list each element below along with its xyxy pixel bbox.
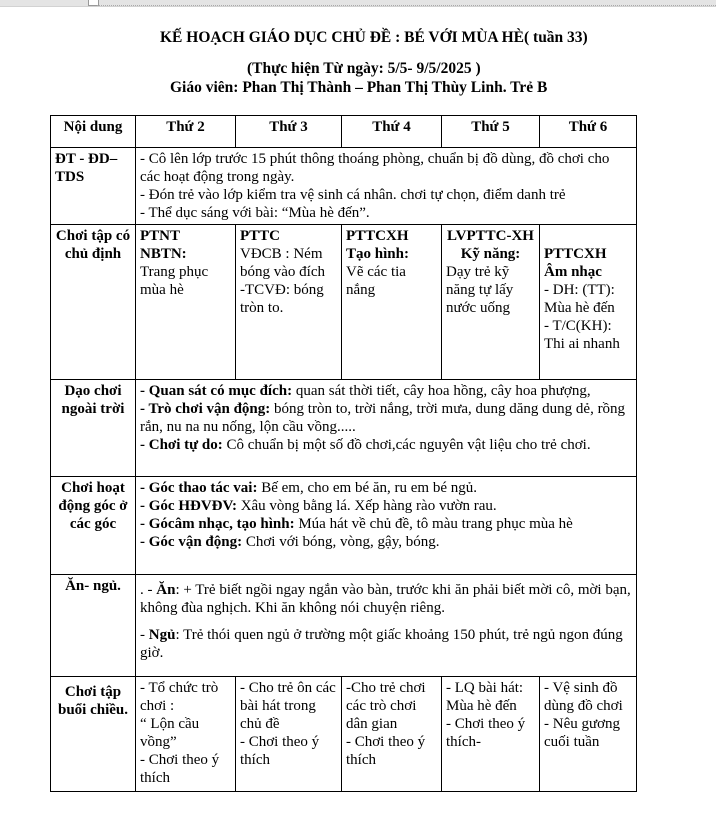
date-range: (Thực hiện Từ ngày: 5/5- 9/5/2025 )	[247, 60, 481, 77]
lesson-wed	[342, 225, 442, 380]
lesson-mon-sub: NBTN:	[140, 246, 187, 262]
reception-line: - Đón trẻ vào lớp kiểm tra vệ sinh cá nhân. chơi tự chọn, điểm danh trẻ	[140, 187, 566, 203]
meal-prefix: . -	[140, 582, 157, 598]
corner-motor-text: Chơi với bóng, vòng, gậy, bóng.	[242, 534, 440, 550]
lesson-fri-area: PTTCXH	[544, 246, 607, 262]
row-reception	[51, 148, 637, 225]
lesson-wed-sub: Tạo hình:	[346, 246, 409, 262]
afternoon-thu: - LQ bài hát: Mùa hè đến - Chơi theo ý thích-	[442, 677, 540, 792]
row-meal-sleep	[51, 575, 637, 677]
meal-label: Ăn	[156, 582, 176, 598]
afternoon-tue: - Cho trẻ ôn các bài hát trong chủ đề - Chơi theo ý thích	[236, 677, 342, 792]
lesson-mon-body: Trang phục mùa hè	[140, 264, 209, 298]
lesson-mon-area: PTNT	[140, 228, 181, 244]
sleep-text: : Trẻ thói quen ngủ ở trường một giấc khoảng 150 phút, trẻ ngủ ngon đúng giờ.	[140, 627, 623, 661]
row-label-afternoon: Chơi tập buổi chiều.	[51, 677, 136, 792]
teacher-line: Giáo viên: Phan Thị Thành – Phan Thị Thùy Linh. Trẻ B	[170, 79, 548, 96]
ruler-bar	[0, 0, 716, 7]
outdoor-free-label: - Chơi tự do:	[140, 437, 223, 453]
col-header-wed: Thứ 4	[342, 116, 442, 148]
corner-art-label: - Gócâm nhạc, tạo hình:	[140, 516, 295, 532]
corner-role-label: - Góc thao tác vai:	[140, 480, 258, 496]
meal-sleep-cell	[136, 575, 637, 677]
corner-build-text: Xâu vòng bằng lá. Xếp hàng rào vườn rau.	[236, 498, 497, 514]
lesson-tue	[236, 225, 342, 380]
corner-role-text: Bế em, cho em bé ăn, ru em bé ngủ.	[257, 480, 477, 496]
row-corners	[51, 477, 637, 575]
lesson-fri-body2: - T/C(KH): Thi ai nhanh	[544, 318, 620, 352]
row-label-outdoor: Dạo chơi ngoài trời	[51, 380, 136, 477]
outdoor-observe-label: - Quan sát có mục đích:	[140, 383, 293, 399]
corners-cell	[136, 477, 637, 575]
lesson-fri-sub: Âm nhạc	[544, 264, 602, 280]
row-label-lessons: Chơi tập có chủ định	[51, 225, 136, 380]
row-lessons	[51, 225, 637, 380]
row-afternoon	[51, 677, 637, 792]
lesson-thu	[442, 225, 540, 380]
reception-line: - Thể dục sáng với bài: “Mùa hè đến”.	[140, 205, 370, 221]
meal-text: : + Trẻ biết ngồi ngay ngắn vào bàn, trước khi ăn phải biết mời cô, mời bạn, không đùa nghịch. Khi ăn không nói chuyện riêng.	[140, 582, 631, 616]
lesson-fri-body: - DH: (TT): Mùa hè đến	[544, 282, 615, 316]
row-label-reception: ĐT - ĐD– TDS	[51, 148, 136, 225]
lesson-thu-sub: Kỹ năng:	[460, 246, 521, 262]
outdoor-games-text: bóng tròn to, trời nắng, trời mưa, dung dăng dung dẻ, rồng rắn, nu na nu nống, lộn cầu vồng.....	[140, 401, 626, 435]
reception-cell	[136, 148, 637, 225]
corner-build-label: - Góc HĐVĐV:	[140, 498, 237, 514]
lesson-tue-body: VĐCB : Ném bóng vào đích	[240, 246, 325, 280]
lesson-mon	[136, 225, 236, 380]
outdoor-cell	[136, 380, 637, 477]
sleep-prefix: -	[140, 627, 149, 643]
outdoor-games-label: - Trò chơi vận động:	[140, 401, 271, 417]
lesson-thu-body: Dạy trẻ kỹ năng tự lấy nước uống	[446, 264, 514, 316]
lesson-fri	[540, 225, 637, 380]
lesson-tue-body2: -TCVĐ: bóng tròn to.	[240, 282, 324, 316]
lesson-tue-area: PTTC	[240, 228, 281, 244]
row-outdoor	[51, 380, 637, 477]
row-label-meal-sleep: Ăn- ngủ.	[51, 575, 136, 677]
lesson-wed-area: PTTCXH	[346, 228, 409, 244]
col-header-fri: Thứ 6	[540, 116, 637, 148]
afternoon-mon: - Tổ chức trò chơi : “ Lộn cầu vồng” - Chơi theo ý thích	[136, 677, 236, 792]
afternoon-fri: - Vệ sinh đồ dùng đồ chơi - Nêu gương cuối tuần	[540, 677, 637, 792]
reception-line: - Cô lên lớp trước 15 phút thông thoáng phòng, chuẩn bị đồ dùng, đồ chơi cho các hoạt động trong ngày.	[140, 151, 610, 185]
col-header-tue: Thứ 3	[236, 116, 342, 148]
outdoor-observe-text: quan sát thời tiết, cây hoa hồng, cây hoa phượng,	[292, 383, 591, 399]
corner-art-text: Múa hát về chủ đề, tô màu trang phục mùa hè	[294, 516, 573, 532]
lesson-wed-body: Vẽ các tia nắng	[346, 264, 406, 298]
col-header-content: Nội dung	[51, 116, 136, 148]
header-row	[51, 116, 637, 148]
afternoon-wed: -Cho trẻ chơi các trò chơi dân gian - Chơi theo ý thích	[342, 677, 442, 792]
sleep-label: Ngủ	[148, 627, 176, 643]
col-header-thu: Thứ 5	[442, 116, 540, 148]
page-title: KẾ HOẠCH GIÁO DỤC CHỦ ĐỀ : BÉ VỚI MÙA HÈ( tuần 33)	[160, 29, 588, 46]
col-header-mon: Thứ 2	[136, 116, 236, 148]
outdoor-free-text: Cô chuẩn bị một số đồ chơi,các nguyên vật liệu cho trẻ chơi.	[222, 437, 591, 453]
row-label-corners: Chơi hoạt động góc ở các góc	[51, 477, 136, 575]
ruler-dotted-line	[97, 5, 716, 6]
plan-table	[50, 115, 637, 792]
lesson-thu-area: LVPTTC-XH	[447, 228, 534, 244]
corner-motor-label: - Góc vận động:	[140, 534, 243, 550]
